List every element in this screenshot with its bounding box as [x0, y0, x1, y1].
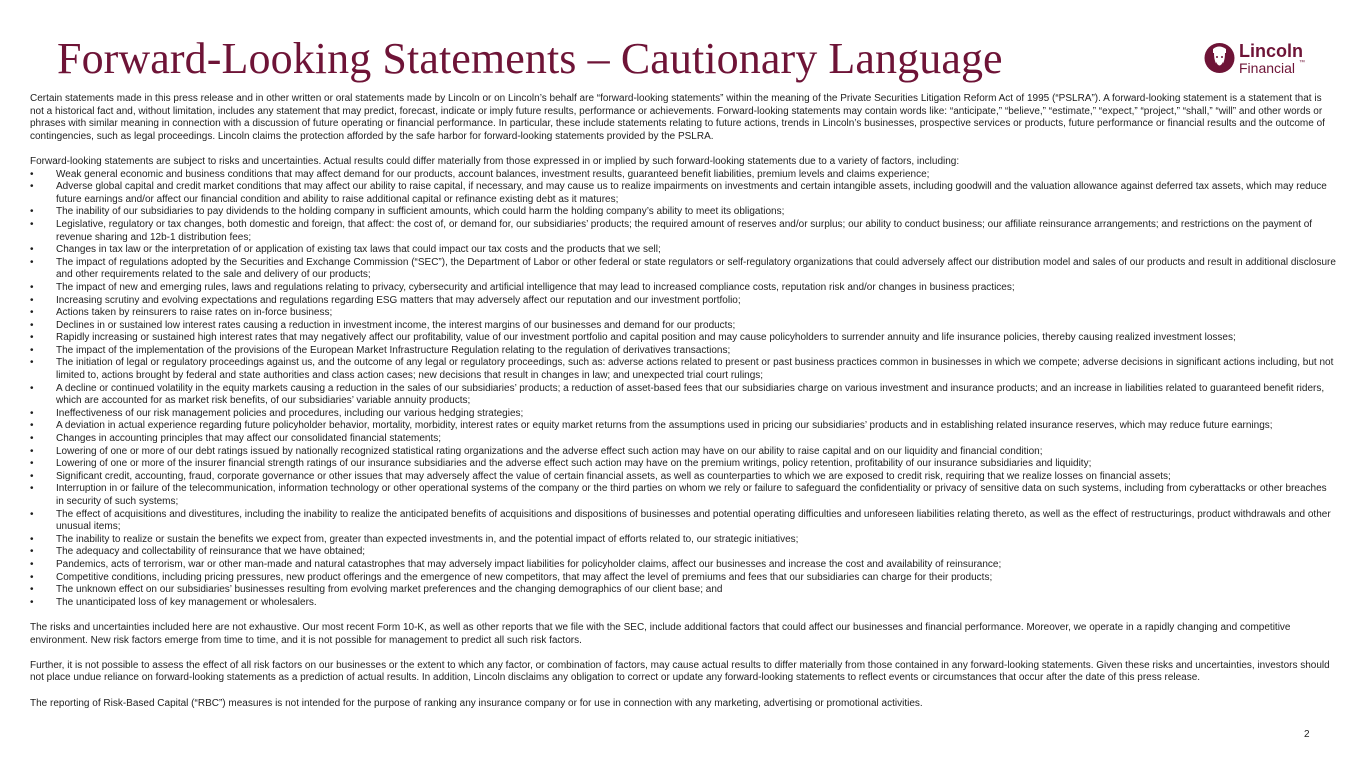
bullet-icon: •: [30, 508, 34, 520]
bullet-icon: •: [30, 206, 34, 218]
list-item: [30, 446, 1336, 459]
list-item-text: The adequacy and collectability of reinsurance that we have obtained;: [56, 546, 366, 558]
list-item-text: Changes in accounting principles that may affect our consolidated financial statements;: [56, 433, 442, 445]
bullet-icon: •: [30, 407, 34, 419]
bullet-icon: •: [30, 433, 34, 445]
rbc-paragraph: The reporting of Risk-Based Capital (“RBC”) measures is not intended for the purpose of ranking any insurance company or for use in connection with any marketing, advertising or promotional activities.: [30, 697, 923, 709]
list-item-text: Rapidly increasing or sustained high interest rates that may negatively affect our profitability, value of our investment portfolio and capital position and may cause policyholders to surrender annuity and life insurance policies, thereby causing realized investment losses;: [56, 332, 1236, 344]
list-item-text: The inability of our subsidiaries to pay dividends to the holding company in sufficient amounts, which could harm the holding company’s ability to meet its obligations;: [56, 206, 785, 218]
list-item-text: Weak general economic and business conditions that may affect demand for our products, account balances, investment results, guaranteed benefit liabilities, premium levels and claims experience;: [56, 168, 930, 180]
lincoln-financial-logo: [1203, 40, 1313, 78]
list-item: [30, 383, 1336, 408]
logo-word-lincoln: Lincoln: [1239, 41, 1303, 61]
list-item: [30, 483, 1336, 508]
logo-trademark: ™: [1299, 60, 1305, 66]
bullet-icon: •: [30, 382, 34, 394]
list-item: [30, 357, 1336, 382]
bullet-icon: •: [30, 218, 34, 230]
logo-word-financial: Financial: [1239, 60, 1296, 76]
bullet-icon: •: [30, 294, 34, 306]
bullet-icon: •: [30, 445, 34, 457]
statement-body: [30, 93, 1336, 710]
list-item: [30, 458, 1336, 471]
list-item: [30, 559, 1336, 572]
bullet-icon: •: [30, 168, 34, 180]
list-item: [30, 332, 1336, 345]
list-item-text: Changes in tax law or the interpretation of or application of existing tax laws that could impact our tax costs and the products that we sell;: [56, 244, 661, 256]
risks-intro-paragraph: Forward-looking statements are subject to risks and uncertainties. Actual results could differ materially from those expressed in or implied by such forward-looking statements due to a variety of factors, including:: [30, 155, 960, 167]
bullet-icon: •: [30, 458, 34, 470]
further-paragraph: Further, it is not possible to assess the effect of all risk factors on our businesses or the extent to which any factor, or combination of factors, may cause actual results to differ materially from those contained in any forward-looking statements. Given these risks and uncertainties, investors should not place undue reliance on forward-looking statements as a prediction of actual results. In addition, Lincoln disclaims any obligation to correct or update any forward-looking statements to reflect events or circumstances that occur after the date of this press release.: [30, 659, 1330, 684]
bullet-icon: •: [30, 470, 34, 482]
not-exhaustive-paragraph: The risks and uncertainties included here are not exhaustive. Our most recent Form 10-K, as well as other reports that we file with the SEC, include additional factors that could affect our businesses and financial performance. Moreover, we operate in a rapidly changing and competitive environment. New risk factors emerge from time to time, and it is not possible for management to predict all such risk factors.: [30, 621, 1291, 646]
list-item-text: Legislative, regulatory or tax changes, both domestic and foreign, that affect: the cost of, or demand for, our subsidiaries’ products; the required amount of reserves and/or surplus; our ability to conduct business; our affiliate reinsurance arrangements; and restrictions on the payment of revenue sharing and 12b-1 distribution fees;: [56, 218, 1313, 243]
list-item: [30, 320, 1336, 333]
page-title: Forward-Looking Statements – Cautionary Language: [57, 34, 1003, 83]
list-item-text: The inability to realize or sustain the benefits we expect from, greater than expected investments in, and the potential impact of efforts related to, our strategic initiatives;: [56, 533, 799, 545]
list-item-text: A deviation in actual experience regarding future policyholder behavior, mortality, morbidity, interest rates or equity market returns from the assumptions used in pricing our subsidiaries’ products and in establishing related insurance reserves, which may reduce future earnings;: [56, 420, 1273, 432]
list-item-text: The unknown effect on our subsidiaries’ businesses resulting from evolving market preferences and the changing demographics of our client base; and: [56, 584, 723, 596]
list-item: [30, 597, 1336, 610]
bullet-icon: •: [30, 596, 34, 608]
intro-paragraph: Certain statements made in this press release and in other written or oral statements made by Lincoln or on Lincoln’s behalf are “forward-looking statements” within the meaning of the Private Securities Litigation Reform Act of 1995 (“PSLRA”). A forward-looking statement is a statement that is not a historical fact and, without limitation, includes any statement that may predict, forecast, indicate or imply future results, performance or achievements. Forward-looking statements may contain words like: “anticipate,” “believe,” “estimate,” “expect,” “project,” “shall,” “will” and other words or phrases with similar meaning in connection with a discussion of future operating or financial performance. In particular, these include statements relating to future actions, trends in Lincoln’s businesses, prospective services or products, future performance or financial results and the outcome of contingencies, such as legal proceedings. Lincoln claims the protection afforded by the safe harbor for forward-looking statements provided by the PSLRA.: [30, 93, 1325, 142]
list-item: [30, 307, 1336, 320]
bullet-icon: •: [30, 357, 34, 369]
bullet-icon: •: [30, 332, 34, 344]
list-item: [30, 471, 1336, 484]
list-item-text: Increasing scrutiny and evolving expectations and regulations regarding ESG matters that may adversely affect our reputation and our investment portfolio;: [56, 294, 741, 306]
list-item: [30, 546, 1336, 559]
list-item: [30, 408, 1336, 421]
bullet-icon: •: [30, 420, 34, 432]
bullet-icon: •: [30, 281, 34, 293]
bullet-icon: •: [30, 319, 34, 331]
bullet-icon: •: [30, 244, 34, 256]
list-item: [30, 295, 1336, 308]
list-item-text: The unanticipated loss of key management or wholesalers.: [56, 596, 317, 608]
list-item-text: Lowering of one or more of our debt ratings issued by nationally recognized statistical rating organizations and the adverse effect such action may have on our ability to raise capital and on our liquidity and financial condition;: [56, 445, 1043, 457]
list-item-text: Interruption in or failure of the telecommunication, information technology or other operational systems of the company or the third parties on whom we rely or failure to safeguard the confidentiality or privacy of sensitive data on such systems, including from cyberattacks or other breaches in security of such systems;: [56, 483, 1327, 507]
bullet-icon: •: [30, 584, 34, 596]
list-item-text: Adverse global capital and credit market conditions that may affect our ability to raise capital, if necessary, and may cause us to realize impairments on investments and certain intangible assets, including goodwill and the valuation allowance against deferred tax assets, which may reduce future earnings and/or affect our financial condition and ability to raise additional capital or refinance existing debt as it matures;: [56, 181, 1327, 205]
list-item-text: The impact of the implementation of the provisions of the European Market Infrastructure Regulation relating to the regulation of derivatives transactions;: [56, 344, 731, 356]
list-item-text: A decline or continued volatility in the equity markets causing a reduction in the sales of our subsidiaries’ products; a reduction of asset-based fees that our subsidiaries charge on various investment and insurance products; and an increase in liabilities related to guaranteed benefit riders, which are accounted for as market risk benefits, of our subsidiaries’ variable annuity products;: [56, 382, 1325, 407]
list-item: [30, 169, 1336, 182]
list-item-text: The impact of regulations adopted by the Securities and Exchange Commission (“SEC”), the Department of Labor or other federal or state regulators or self-regulatory organizations that could adversely affect our distribution model and sales of our products and result in additional disclosure and other requirements related to the sale and delivery of our products;: [56, 256, 1336, 281]
list-item: [30, 433, 1336, 446]
list-item-text: Declines in or sustained low interest rates causing a reduction in investment income, the interest margins of our businesses and demand for our products;: [56, 319, 736, 331]
bullet-icon: •: [30, 571, 34, 583]
list-item: [30, 584, 1336, 597]
list-item-text: Competitive conditions, including pricing pressures, new product offerings and the emergence of new competitors, that may affect the level of premiums and fees that our subsidiaries can charge for their products;: [56, 571, 993, 583]
list-item: [30, 534, 1336, 547]
list-item: [30, 219, 1336, 244]
bullet-icon: •: [30, 307, 34, 319]
list-item-text: Significant credit, accounting, fraud, corporate governance or other issues that may adversely affect the value of certain financial assets, as well as counterparties to which we are exposed to credit risk, requiring that we realize losses on financial assets;: [56, 470, 1171, 482]
bullet-icon: •: [30, 533, 34, 545]
page-number: 2: [1304, 729, 1310, 740]
list-item: [30, 572, 1336, 585]
bullet-icon: •: [30, 546, 34, 558]
list-item-text: Actions taken by reinsurers to raise rates on in-force business;: [56, 307, 333, 319]
list-item: [30, 181, 1336, 206]
list-item: [30, 345, 1336, 358]
list-item: [30, 257, 1336, 282]
bullet-icon: •: [30, 256, 34, 268]
list-item: [30, 206, 1336, 219]
bullet-icon: •: [30, 344, 34, 356]
list-item: [30, 282, 1336, 295]
risk-factor-list: [30, 169, 1336, 610]
lincoln-portrait-icon: [1203, 40, 1236, 76]
list-item-text: The initiation of legal or regulatory proceedings against us, and the outcome of any legal or regulatory proceedings, such as: adverse actions related to present or past business practices common in businesses in which we compete; adverse decisions in significant actions including, but not limited to, actions brought by federal and state authorities and class action cases; new decisions that result in changes in law; and unexpected trial court rulings;: [56, 357, 1334, 382]
list-item-text: Ineffectiveness of our risk management policies and procedures, including our various hedging strategies;: [56, 407, 524, 419]
bullet-icon: •: [30, 483, 34, 495]
bullet-icon: •: [30, 181, 34, 193]
list-item-text: Pandemics, acts of terrorism, war or other man-made and natural catastrophes that may adversely impact liabilities for policyholder claims, affect our businesses and increase the cost and availability of reinsurance;: [56, 558, 1002, 570]
list-item: [30, 420, 1336, 433]
list-item-text: The effect of acquisitions and divestitures, including the inability to realize the anticipated benefits of acquisitions and dispositions of businesses and potential operating difficulties and unforeseen liabilities relating thereto, as well as the effect of restructurings, product withdrawals and other unusual items;: [56, 508, 1331, 533]
list-item: [30, 509, 1336, 534]
list-item: [30, 244, 1336, 257]
list-item-text: The impact of new and emerging rules, laws and regulations relating to privacy, cybersecurity and artificial intelligence that may lead to increased compliance costs, reputation risk and/or changes in business practices;: [56, 281, 1015, 293]
list-item-text: Lowering of one or more of the insurer financial strength ratings of our insurance subsidiaries and the adverse effect such action may have on the premium writings, policy retention, profitability of our insurance subsidiaries and liquidity;: [56, 458, 1092, 470]
bullet-icon: •: [30, 558, 34, 570]
